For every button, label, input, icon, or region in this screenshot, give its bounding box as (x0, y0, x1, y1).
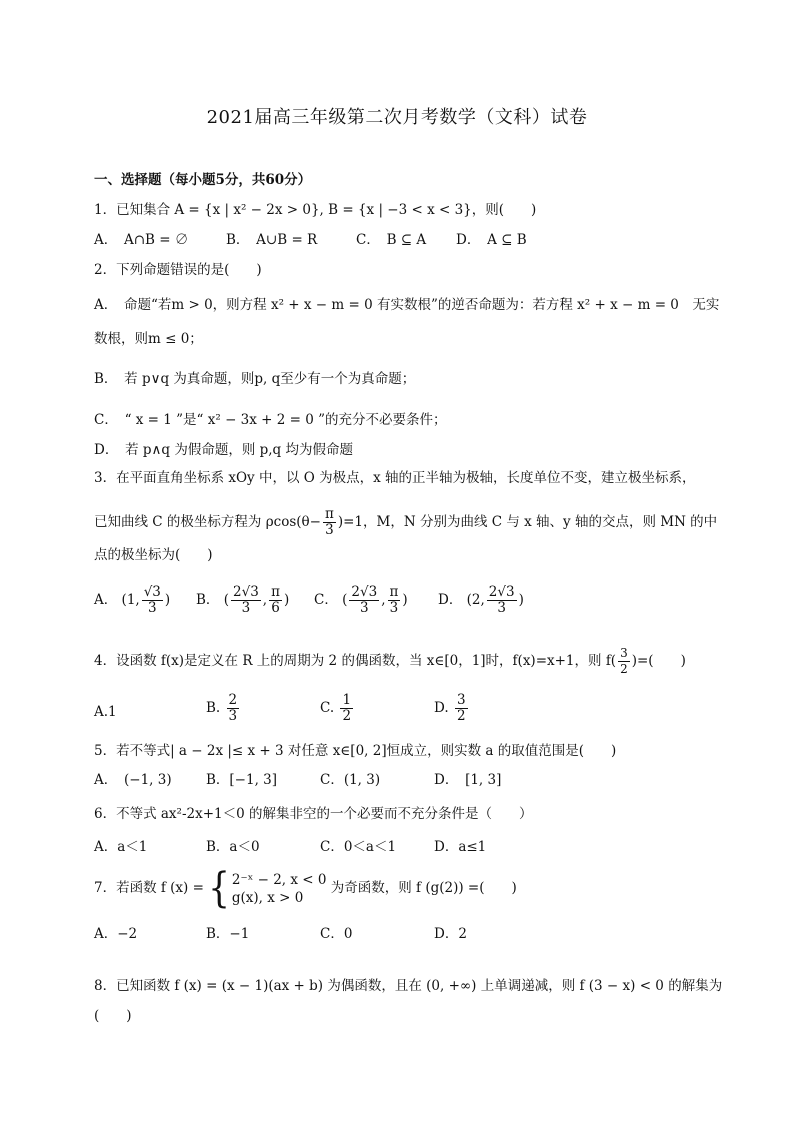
question-4-option-d (434, 693, 470, 724)
fraction-sqrt3-over-3 (142, 585, 163, 616)
fraction-denominator: 2 (456, 708, 466, 724)
fraction-numerator: 1 (342, 692, 352, 708)
question-3-stem-text-a: 已知曲线 C 的极坐标方程为 ρcos(θ− (94, 514, 321, 530)
question-7-option-d: D．2 (434, 926, 467, 942)
question-3-option-a (94, 585, 170, 616)
exam-title: 2021届高三年级第二次月考数学（文科）试卷 (206, 107, 588, 128)
fraction-denominator: 2 (342, 708, 352, 724)
option-text: (2, (466, 592, 485, 608)
fraction-denominator: 6 (271, 600, 280, 616)
fraction-2sqrt3-over-3 (231, 585, 261, 616)
question-3-option-d (438, 585, 524, 616)
question-5-option-c: C．(1, 3) (320, 772, 381, 788)
question-1-stem: 1．已知集合 A = {x | x² − 2x > 0}, B = {x | −3 < x < 3}，则( ) (94, 202, 537, 218)
fraction-denominator: 3 (325, 522, 334, 538)
fraction-numerator: √3 (143, 584, 161, 600)
question-2-option-b: B． 若 p∨q 为真命题，则p, q至少有一个为真命题； (94, 371, 416, 387)
question-3-stem-text-b: )=1，M，N 分别为曲线 C 与 x 轴、y 轴的交点，则 MN 的中 (337, 514, 718, 530)
question-8-stem-line1: 8．已知函数 f (x) = (x − 1)(ax + b) 为偶函数，且在 (0, +∞) 上单调递减，则 f (3 − x) < 0 的解集为 (94, 978, 723, 994)
question-6-option-a: A．a＜1 (94, 839, 148, 855)
option-text: ) (402, 592, 408, 608)
question-7-stem-text-a: 7．若函数 f (x) = (94, 880, 204, 896)
question-2-option-c: C． “ x = 1 ”是“ x² − 3x + 2 = 0 ”的充分不必要条件； (94, 412, 447, 428)
fraction-numerator: 2√3 (488, 584, 515, 600)
fraction-pi-over-3 (388, 585, 401, 616)
question-3-stem-line1: 3．在平面直角坐标系 xOy 中，以 O 为极点，x 轴的正半轴为极轴，长度单位不变，建立极坐标系， (94, 470, 696, 486)
question-3-option-b (196, 585, 289, 616)
fraction-numerator: π (389, 584, 399, 600)
question-2-option-d: D． 若 p∧q 为假命题，则 p,q 均为假命题 (94, 442, 353, 458)
question-2-stem: 2．下列命题错误的是( ) (94, 262, 262, 278)
fraction-pi-over-6 (269, 585, 282, 616)
question-6-stem: 6．不等式 ax²-2x+1＜0 的解集非空的一个必要而不充分条件是（ ） (94, 806, 533, 822)
question-3-stem-line2 (94, 507, 717, 538)
question-5-option-a: A． (−1, 3) (94, 772, 172, 788)
fraction-2sqrt3-over-3 (349, 585, 379, 616)
option-text: , (381, 592, 386, 608)
question-4-option-b (206, 693, 241, 724)
fraction-numerator: 2√3 (233, 584, 259, 600)
option-label: B. (206, 700, 221, 716)
fraction-denominator: 3 (148, 600, 157, 616)
fraction-numerator: 2√3 (351, 584, 378, 600)
question-7-stem (94, 864, 517, 913)
question-7-option-c: C．0 (320, 926, 353, 942)
option-label: C. (320, 700, 335, 716)
question-4-option-a: A.1 (94, 704, 117, 720)
question-4-stem (94, 646, 686, 677)
option-text: ) (518, 592, 524, 608)
left-brace-symbol: { (208, 864, 230, 913)
fraction-denominator: 3 (228, 708, 238, 724)
question-8-stem-line2: ( ) (94, 1008, 132, 1024)
question-1-option-d: D． A ⊆ B (456, 232, 527, 248)
option-text: ( (342, 592, 348, 608)
question-2-option-a-line1: A． 命题“若m > 0，则方程 x² + x − m = 0 有实数根”的逆否命题为：若方程 x² + x − m = 0 无实 (94, 297, 720, 313)
question-3-stem-line3: 点的极坐标为( ) (94, 547, 213, 563)
section-heading: 一、选择题（每小题5分，共60分） (94, 172, 312, 188)
question-4-option-c (320, 693, 355, 724)
option-text: ) (283, 592, 290, 608)
question-3-option-c (314, 585, 408, 616)
question-4-stem-text-b: )=( ) (631, 653, 686, 669)
piecewise-case-2: g(x), x > 0 (231, 889, 304, 906)
piecewise-cases (232, 871, 327, 907)
question-4-stem-text-a: 4．设函数 f(x)是定义在 R 上的周期为 2 的偶函数，当 x∈[0，1]时，f(x)=x+1，则 f( (94, 653, 617, 669)
fraction-2-over-3 (227, 693, 240, 724)
fraction-pi-over-3 (323, 507, 336, 538)
question-1-option-a: A． A∩B = ∅ (94, 232, 189, 248)
fraction-3-over-2 (455, 693, 468, 724)
question-5-option-d: D． [1, 3] (434, 772, 502, 788)
option-label: B． (196, 592, 220, 608)
option-text: ( (223, 592, 229, 608)
fraction-numerator: 2 (228, 692, 238, 708)
question-5-option-b: B．[−1, 3] (206, 772, 278, 788)
question-6-option-b: B．a＜0 (206, 839, 260, 855)
question-7-stem-text-b: 为奇函数，则 f (g(2)) =( ) (330, 880, 517, 896)
question-1-option-c: C． B ⊆ A (356, 232, 427, 248)
fraction-numerator: 3 (456, 692, 466, 708)
option-text: ) (164, 592, 171, 608)
fraction-3-over-2 (618, 646, 630, 677)
fraction-denominator: 3 (241, 600, 251, 616)
option-label: D. (434, 700, 449, 716)
question-1-option-b: B． A∪B = R (226, 232, 318, 248)
fraction-2sqrt3-over-3 (487, 585, 517, 616)
fraction-numerator: 3 (620, 646, 628, 660)
option-text: (1, (121, 592, 140, 608)
option-label: D． (438, 592, 463, 608)
question-7-option-a: A．−2 (94, 926, 138, 942)
fraction-numerator: π (271, 584, 280, 600)
question-7-option-b: B．−1 (206, 926, 250, 942)
question-6-option-d: D．a≤1 (434, 839, 487, 855)
fraction-numerator: π (324, 506, 334, 522)
option-label: C． (314, 592, 338, 608)
fraction-denominator: 3 (360, 600, 369, 616)
fraction-denominator: 3 (497, 600, 506, 616)
fraction-denominator: 2 (620, 662, 628, 676)
fraction-1-over-2 (340, 693, 353, 724)
option-label: A． (94, 592, 118, 608)
fraction-denominator: 3 (389, 600, 399, 616)
question-2-option-a-line2: 数根，则m ≤ 0； (94, 331, 203, 347)
question-6-option-c: C．0＜a＜1 (320, 839, 397, 855)
question-5-stem: 5．若不等式| a − 2x |≤ x + 3 对任意 x∈[0, 2]恒成立，则实数 a 的取值范围是( ) (94, 743, 617, 759)
piecewise-case-1: 2⁻ˣ − 2, x < 0 (231, 871, 327, 888)
option-text: , (262, 592, 268, 608)
